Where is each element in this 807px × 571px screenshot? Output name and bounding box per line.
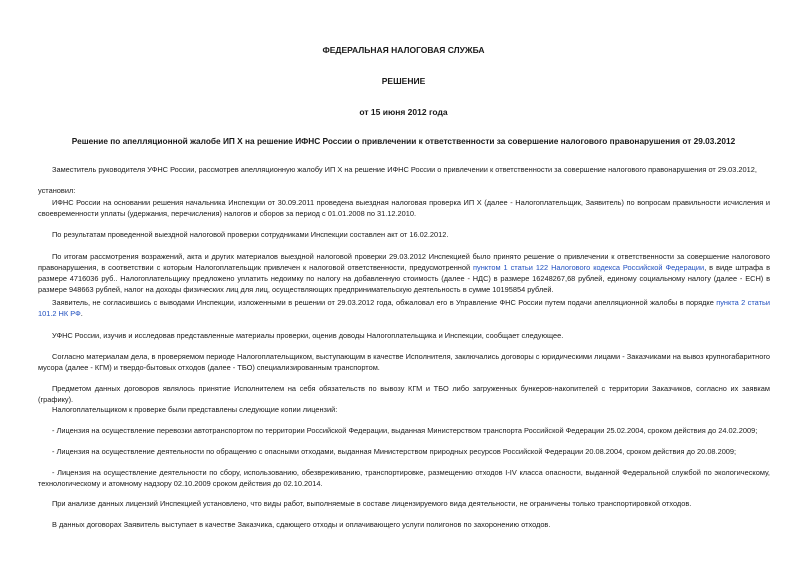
- paragraph-intro: Заместитель руководителя УФНС России, рассмотрев апелляционную жалобу ИП Х на решение ИФНС России о привлечении к ответственности за совершение налогового правонарушения от 29.03.2012,: [52, 165, 757, 174]
- tax-code-article-122-link[interactable]: пунктом 1 статьи 122 Налогового кодекса Российской Федерации: [473, 262, 705, 272]
- paragraph-appeal-text-b: .: [80, 308, 83, 318]
- document-date: от 15 июня 2012 года: [359, 107, 448, 117]
- license-item-waste-handling: - Лицензия на осуществление деятельности по сбору, использованию, обезвреживанию, транспортировке, размещению отходов I-IV класса опасности, выданной Федеральной службой по экологическому, технологическому и атомному надзору 02.10.2009 сроком действия до 02.10.2014.: [38, 468, 770, 488]
- paragraph-customer-role: В данных договорах Заявитель выступает в качестве Заказчика, сдающего отходы и оплачивающего услуги полигонов по захоронению отходов.: [52, 520, 551, 529]
- tax-code-article-101-2-link[interactable]: пункта 2 статьи 101.2 НК РФ: [38, 298, 770, 318]
- paragraph-decision: [38, 252, 770, 296]
- paragraph-appeal-text-a: Заявитель, не согласившись с выводами Инспекции, изложенными в решении от 29.03.2012 года, обжаловал его в Управление ФНС России путем подачи апелляционной жалобы в порядке: [52, 298, 717, 307]
- agency-title: ФЕДЕРАЛЬНАЯ НАЛОГОВАЯ СЛУЖБА: [322, 45, 485, 55]
- paragraph-decision-text-a: По итогам рассмотрения возражений, акта и других материалов выездной налоговой проверки 29.03.2012 Инспекцией было принято решение о привлечении к ответственности за совершение налогового правонарушения, в соответствии с которым Налогоплательщик привлечен к налоговой ответственности, предусмотренной: [38, 252, 770, 272]
- paragraph-act: По результатам проведенной выездной налоговой проверки сотрудниками Инспекции составлен акт от 16.02.2012.: [52, 230, 449, 239]
- paragraph-audit: ИФНС России на основании решения начальника Инспекции от 30.09.2011 проведена выездная налоговая проверка ИП Х (далее - Налогоплательщик, Заявитель) по вопросам правильности исчисления и своевременности уплаты (удержания, перечисления) налогов и сборов за период с 01.01.2008 по 31.12.2010.: [38, 198, 770, 218]
- paragraph-licenses-intro: Налогоплательщиком к проверке были представлены следующие копии лицензий:: [52, 405, 338, 414]
- document-type: РЕШЕНИЕ: [381, 76, 426, 86]
- paragraph-decision-text-b: , в виде штрафа в размере 4716036 руб.. Налогоплательщику предложено уплатить недоимку по налогу на добавленную стоимость (далее - НДС) в размере 16248267,68 рублей, единому социальному налогу (далее - ЕСН) в размере 948663 рублей, налог на доходы физических лиц для лиц, осуществляющих предпринимательскую деятельность в сумме 10195854 рублей.: [38, 262, 771, 294]
- license-item-hazardous-waste: - Лицензия на осуществление деятельности по обращению с опасными отходами, выданная Министерством природных ресурсов Российской Федерации 20.08.2004, сроком действия до 20.08.2009;: [52, 447, 737, 456]
- document-subject: Решение по апелляционной жалобе ИП Х на решение ИФНС России о привлечении к ответственности за совершение налогового правонарушения от 29.03.2012: [71, 136, 736, 146]
- paragraph-license-analysis: При анализе данных лицензий Инспекцией установлено, что виды работ, выполняемые в составе лицензируемого вида деятельности, не ограничены только транспортировкой отходов.: [52, 499, 692, 508]
- paragraph-established: установил:: [38, 186, 76, 195]
- paragraph-review: УФНС России, изучив и исследовав представленные материалы проверки, оценив доводы Налогоплательщика и Инспекции, сообщает следующее.: [52, 331, 564, 340]
- paragraph-contracts: Согласно материалам дела, в проверяемом периоде Налогоплательщиком, выступающим в качестве Исполнителя, заключались договоры с юридическими лицами - Заказчиками на вывоз крупногабаритного мусора (далее - КГМ) и твердо-бытовых отходов (далее - ТБО) специализированным транспортом.: [38, 352, 770, 372]
- paragraph-appeal: [38, 298, 770, 320]
- license-item-transport: - Лицензия на осуществление перевозки автотранспортом по территории Российской Федерации, выданная Министерством транспорта Российской Федерации 25.02.2004, сроком действия до 24.02.2009;: [52, 426, 758, 435]
- paragraph-subject: Предметом данных договоров являлось принятие Исполнителем на себя обязательств по вывозу КГМ и ТБО либо загруженных бункеров-накопителей с территории Заказчиков, согласно их заявкам (графику).: [38, 384, 770, 404]
